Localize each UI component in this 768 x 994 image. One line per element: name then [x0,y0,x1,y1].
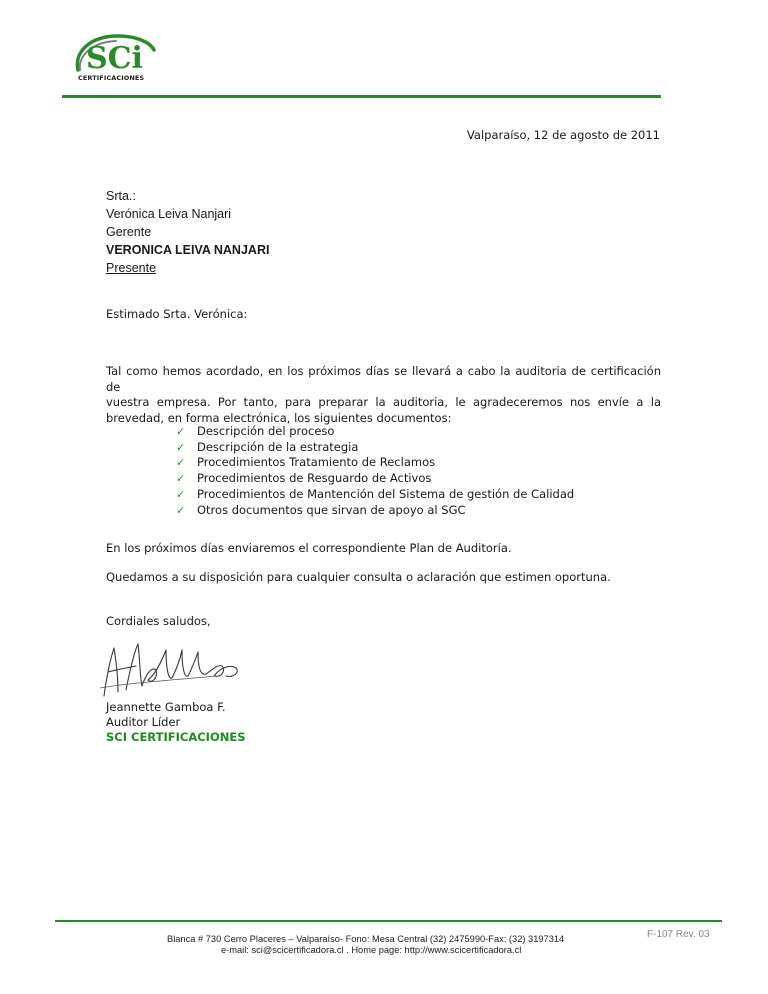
list-item: ✓ Procedimientos de Mantención del Sistema de gestión de Calidad [176,486,575,501]
signer-company: SCI CERTIFICACIONES [106,730,246,744]
list-item: ✓ Procedimientos Tratamiento de Reclamos [176,455,436,470]
recipient-name: Verónica Leiva Nanjari [106,207,232,221]
paragraph-line: Tal como hemos acordado, en los próximos días se llevará a cabo la auditoria de certificación de [106,364,661,394]
availability-paragraph: Quedamos a su disposición para cualquier consulta o aclaración que estimen oportuna. [106,570,611,584]
paragraph-line: vuestra empresa. Por tanto, para preparar la auditoria, le agradeceremos nos envíe a la [106,395,661,409]
list-item: ✓ Procedimientos de Resguardo de Activos [176,471,432,486]
check-icon: ✓ [176,472,186,486]
list-item: ✓ Descripción de la estrategia [176,439,359,454]
recipient-title: Srta.: [106,189,136,203]
plan-paragraph: En los próximos días enviaremos el correspondiente Plan de Auditoría. [106,541,512,555]
logo-wordmark: SCi [86,41,143,76]
documents-list [176,424,574,518]
check-icon: ✓ [176,425,186,438]
handwritten-signature [96,630,246,702]
salutation: Estimado Srta. Verónica: [106,307,248,321]
check-icon: ✓ [176,487,186,501]
signer-role: Auditor Líder [106,715,181,729]
logo-subtitle: CERTIFICACIONES [78,74,145,82]
form-code: F-107 Rev. 03 [647,929,710,940]
footer-divider [55,920,722,922]
footer-address: Blanca # 730 Cerro Placeres – Valparaíso- Fono: Mesa Central (32) 2475990-Fax: (32) 3197314 [167,934,565,944]
list-item: ✓ Otros documentos que sirvan de apoyo al SGC [176,502,466,517]
paragraph-line: brevedad, en forma electrónica, los siguientes documentos: [106,410,452,425]
check-icon: ✓ [176,440,186,454]
list-item: ✓ Descripción del proceso [176,424,335,438]
closing-greeting: Cordiales saludos, [106,614,211,628]
check-icon: ✓ [176,503,186,517]
check-icon: ✓ [176,456,186,470]
recipient-company: VERONICA LEIVA NANJARI [106,243,270,257]
footer-contact: e-mail: sci@scicertificadora.cl . Home page: http://www.scicertificadora.cl [221,945,522,955]
recipient-presente: Presente [106,261,157,275]
recipient-position: Gerente [106,225,152,239]
letter-date: Valparaíso, 12 de agosto de 2011 [466,128,660,142]
signer-name: Jeannette Gamboa F. [106,700,226,714]
header-divider [62,95,661,98]
intro-paragraph [106,364,661,426]
